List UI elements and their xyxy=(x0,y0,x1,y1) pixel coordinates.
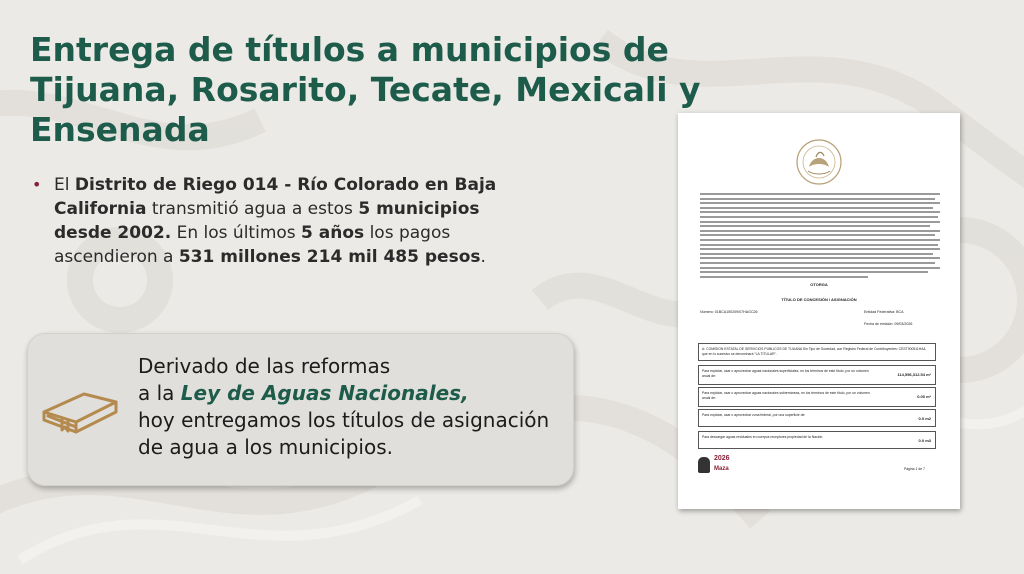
document-row-text: Para explotar, usar o aprovechar aguas nacionales subterráneas, en los términos de este título, por un volumen anual de: xyxy=(702,391,870,400)
callout-prefix: a la xyxy=(138,381,181,405)
bullet-item xyxy=(32,173,502,269)
bullet-part-bold: Distrito de Riego 014 - Río Colorado en Baja California xyxy=(54,175,497,219)
bullet-marker: • xyxy=(32,175,42,194)
callout-box xyxy=(27,333,574,486)
bullet-part: . xyxy=(480,247,486,267)
document-row-text: Para explotar, usar o aprovechar zona federal, por una superficie de: xyxy=(702,413,806,417)
government-logo xyxy=(698,455,758,477)
logo-year: 2026 xyxy=(714,455,730,462)
figure-icon xyxy=(698,457,710,473)
bullet-part: En los últimos xyxy=(171,223,302,243)
bullet-part-bold: 5 años xyxy=(301,223,365,243)
bullet-text xyxy=(54,173,502,269)
document-number: Número: 01BCA150209/07HAGC26 xyxy=(700,310,758,314)
document-row-value: 0.0 m2 xyxy=(918,416,931,421)
bullet-part: los pagos ascendieron a xyxy=(54,223,451,267)
bullet-part: El xyxy=(54,175,75,195)
document-row-text: Para explotar, usar o aprovechar aguas nacionales superficiales, en los términos de este título, por un volumen anual de: xyxy=(702,369,869,378)
law-name: Ley de Aguas Nacionales, xyxy=(180,381,469,405)
document-row-value: 0.0 m3 xyxy=(918,438,931,443)
document-row xyxy=(698,431,936,449)
document-titular-box xyxy=(698,343,936,361)
national-seal-icon xyxy=(794,137,844,187)
book-icon xyxy=(40,382,120,437)
callout-line: hoy entregamos los títulos de asignación de agua a los municipios. xyxy=(138,408,550,459)
bullet-part-bold: 531 millones 214 mil 485 pesos xyxy=(178,247,481,267)
bullet-part: transmitió agua a estos xyxy=(146,199,359,219)
page-number: Página 1 de 7 xyxy=(904,467,925,471)
bullet-part-bold: 5 municipios desde 2002. xyxy=(54,199,480,243)
logo-name: Maza xyxy=(714,466,729,472)
callout-line: Derivado de las reformas xyxy=(138,354,391,378)
page-title: Entrega de títulos a municipios de Tijuana, Rosarito, Tecate, Mexicali y Ensenada xyxy=(30,30,701,149)
document-date: Fecha de emisión: 09/03/2026 xyxy=(864,322,913,326)
document-row xyxy=(698,409,936,427)
callout-text xyxy=(138,353,568,461)
document-preview xyxy=(678,113,960,509)
document-body-text xyxy=(700,193,940,283)
document-titular-text: A: COMISION ESTATAL DE SERVICIOS PUBLICOS DE TIJUANA Sin Tipo de Sociedad, con Registro Federal de Contribuyentes: CEST900511HA4, que en lo sucesivo se denominará "LA TITULAR". xyxy=(702,347,927,356)
document-row xyxy=(698,365,936,385)
document-title: TÍTULO DE CONCESIÓN / ASIGNACIÓN xyxy=(781,297,857,302)
callout-line xyxy=(138,380,568,407)
document-row xyxy=(698,387,936,407)
document-row-text: Para descargar aguas residuales en cuerpos receptores propiedad de la Nación: xyxy=(702,435,824,439)
document-row-value: 0.00 m³ xyxy=(917,394,931,399)
document-entity: Entidad Federativa: BCA xyxy=(864,310,904,314)
document-otorga: OTORGA xyxy=(810,282,828,287)
document-row-value: 114,556,312.54 m³ xyxy=(897,372,931,377)
